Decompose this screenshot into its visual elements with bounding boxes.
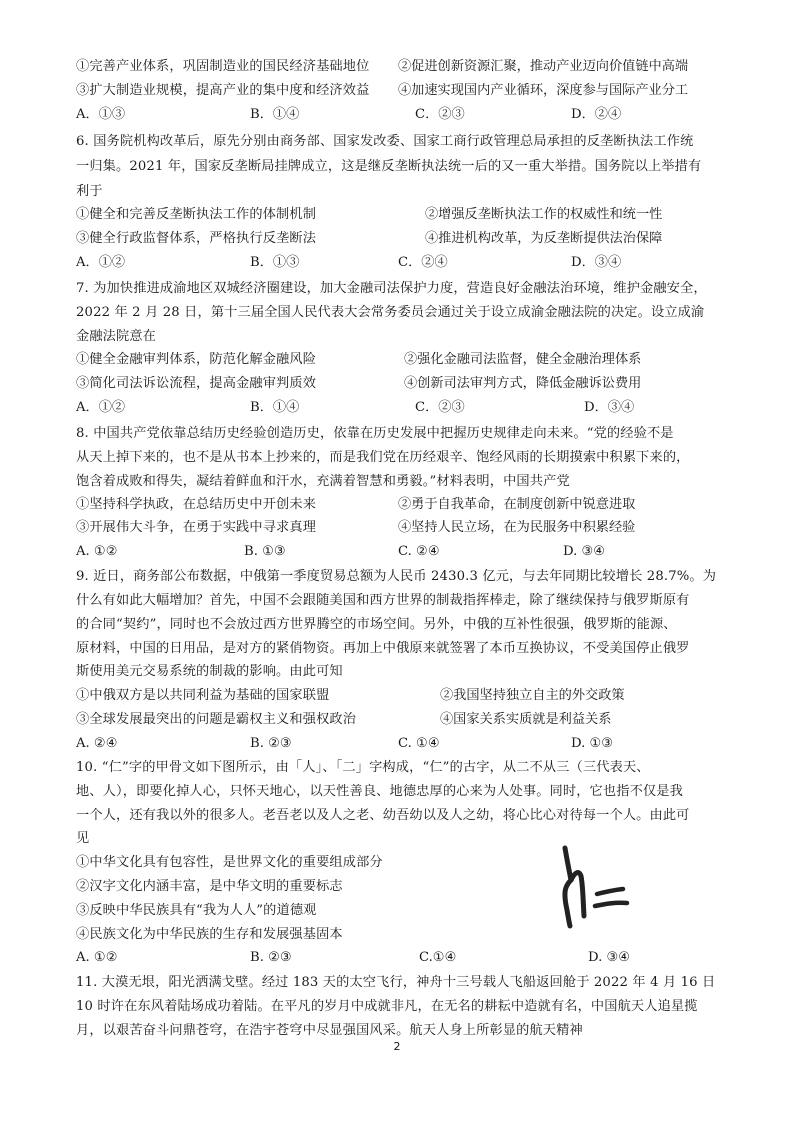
q5-option-b: B．①④ (250, 107, 300, 122)
q8-stem-line-3: 饱含着成败和得失，凝结着鲜血和汗水，充满着智慧和勇毅。”材料表明，中国共产党 (76, 474, 570, 489)
q8-stem-line-2: 从天上掉下来的，也不是从书本上抄来的，而是我们党在历经艰辛、饱经风雨的长期摸索中积累下来的， (76, 450, 690, 465)
q9-stem-line-4: 原材料，中国的日用品，是对方的紧俏物资。再加上中俄原来就签署了本币互换协议，不受美国停止俄罗 (76, 641, 690, 656)
q5-option-c: C．②③ (415, 107, 465, 122)
q11-stem-line-1: 11. 大漠无垠，阳光洒满戈壁。经过 183 天的太空飞行，神舟十三号载人飞船返回舱于 2022 年 4 月 16 日 (76, 975, 716, 990)
q10-stem-line-3: 一个人，还有我以外的很多人。老吾老以及人之老、幼吾幼以及人之幼，将心比心对待每一个人。由此可 (76, 808, 690, 823)
q10-option-d: D. ③④ (588, 950, 631, 965)
q9-stem-line-1: 9. 近日，商务部公布数据，中俄第一季度贸易总额为人民币 2430.3 亿元，与去年同期比较增长 28.7%。为 (76, 569, 717, 584)
q9-option-c: C. ①④ (398, 736, 440, 751)
q6-option-a: A．①② (76, 255, 126, 270)
q9-statement-4: ④国家关系实质就是利益关系 (440, 712, 612, 727)
q7-option-b: B．①④ (250, 400, 300, 415)
q7-stem-line-2: 2022 年 2 月 28 日，第十三届全国人民代表大会常务委员会通过关于设立成渝金融法院的决定。设立成渝 (76, 305, 705, 320)
q9-stem-line-5: 斯使用美元交易系统的制裁的影响。由此可知 (76, 664, 343, 679)
q6-stem-line-3: 利于 (76, 184, 103, 199)
q6-option-d: D．③④ (571, 255, 622, 270)
q6-option-b: B．①③ (250, 255, 300, 270)
q6-stem-line-1: 6. 国务院机构改革后，原先分别由商务部、国家发改委、国家工商行政管理总局承担的反垄断执法工作统 (76, 134, 694, 149)
q11-stem-line-3: 月，以艰苦奋斗问鼎苍穹，在浩宇苍穹中尽显强国风采。航天人身上所彰显的航天精神 (76, 1023, 583, 1038)
q6-statement-4: ④推进机构改革，为反垄断提供法治保障 (425, 231, 663, 246)
q5-statement-3: ③扩大制造业规模，提高产业的集中度和经济效益 (76, 83, 370, 98)
q10-statement-1: ①中华文化具有包容性，是世界文化的重要组成部分 (76, 855, 383, 870)
q8-option-a: A. ①② (76, 544, 118, 559)
q7-statement-3: ③简化司法诉讼流程，提高金融审判质效 (76, 376, 317, 391)
q9-statement-1: ①中俄双方是以共同利益为基础的国家联盟 (76, 688, 330, 703)
q6-statement-3: ③健全行政监督体系，严格执行反垄断法 (76, 231, 317, 246)
oracle-person-stroke (565, 848, 571, 926)
q9-option-a: A. ②④ (76, 736, 118, 751)
q9-option-d: D. ①③ (571, 736, 614, 751)
q10-option-a: A. ①② (76, 950, 118, 965)
q7-statement-4: ④创新司法审判方式，降低金融诉讼费用 (404, 376, 642, 391)
q6-statement-1: ①健全和完善反垄断执法工作的体制机制 (76, 207, 317, 222)
q10-stem-line-2: 地、人），即要化掉人心，只怀天地心，以天性善良、地德忠厚的心来为人处事。同时，它也指不仅是我 (76, 784, 683, 799)
q5-statement-1: ①完善产业体系，巩固制造业的国民经济基础地位 (76, 59, 370, 74)
q5-option-d: D．②④ (571, 107, 622, 122)
q8-option-c: C. ②④ (398, 544, 440, 559)
q7-option-d: D．③④ (584, 400, 635, 415)
q8-statement-1: ①坚持科学执政，在总结历史中开创未来 (76, 497, 317, 512)
q9-stem-line-3: 的合同“契约”，同时也不会放过西方世界腾空的市场空间。另外，中俄的互补性很强，俄罗斯的能源、 (76, 617, 677, 632)
q8-stem-line-1: 8. 中国共产党依靠总结历史经验创造历史，依靠在历史发展中把握历史规律走向未来。“党的经验不是 (76, 426, 674, 441)
q5-statement-4: ④加速实现国内产业循环，深度参与国际产业分工 (398, 83, 689, 98)
q9-option-b: B. ②③ (250, 736, 292, 751)
q7-statement-2: ②强化金融司法监督，健全金融治理体系 (404, 352, 642, 367)
q9-stem-line-2: 什么有如此大幅增加？首先，中国不会跟随美国和西方世界的制裁指挥棒走，除了继续保持与俄罗斯原有 (76, 593, 690, 608)
q9-statement-3: ③全球发展最突出的问题是霸权主义和强权政治 (76, 712, 357, 727)
q11-stem-line-2: 10 时许在东风着陆场成功着陆。在平凡的岁月中成就非凡，在无名的耕耘中造就有名，中国航天人追星揽 (76, 999, 698, 1014)
q10-statement-2: ②汉字文化内涵丰富，是中华文明的重要标志 (76, 879, 343, 894)
q6-option-c: C．②④ (398, 255, 448, 270)
q6-stem-line-2: 一归集。2021 年，国家反垄断局挂牌成立，这是继反垄断执法统一后的又一重大举措。国务院以上举措有 (76, 159, 702, 174)
q8-statement-3: ③开展伟大斗争，在勇于实践中寻求真理 (76, 520, 317, 535)
q10-option-b: B. ②③ (250, 950, 292, 965)
q10-statement-4: ④民族文化为中华民族的生存和发展强基固本 (76, 927, 343, 942)
q5-option-a: A．①③ (76, 107, 126, 122)
q9-statement-2: ②我国坚持独立自主的外交政策 (440, 688, 625, 703)
oracle-two-upper-stroke (597, 889, 623, 894)
q7-stem-line-1: 7. 为加快推进成渝地区双城经济圈建设，加大金融司法保护力度，营造良好金融法治环境，维护金融安全， (76, 281, 707, 296)
oracle-person-arm (571, 873, 584, 916)
page-number: 2 (393, 1040, 401, 1053)
q7-option-c: C．②③ (415, 400, 465, 415)
q8-statement-4: ④坚持人民立场，在为民服务中积累经验 (398, 520, 636, 535)
q10-statement-3: ③反映中华民族具有“我为人人”的道德观 (76, 903, 317, 918)
oracle-bone-ren-glyph-image (553, 840, 633, 930)
q10-stem-line-1: 10. “仁”字的甲骨文如下图所示，由「人」、「二」字构成，“仁”的古字，从二不从三（三代表天、 (76, 760, 650, 775)
q7-stem-line-3: 金融法院意在 (76, 329, 157, 344)
oracle-two-lower-stroke (595, 903, 627, 906)
q8-option-b: B. ①③ (244, 544, 286, 559)
q5-statement-2: ②促进创新资源汇聚，推动产业迈向价值链中高端 (398, 59, 689, 74)
q10-stem-line-4: 见 (76, 831, 90, 846)
q6-statement-2: ②增强反垄断执法工作的权威性和统一性 (425, 207, 663, 222)
q7-statement-1: ①健全金融审判体系，防范化解金融风险 (76, 352, 317, 367)
q10-option-c: C.①④ (419, 950, 457, 965)
q7-option-a: A．①② (76, 400, 126, 415)
q8-statement-2: ②勇于自我革命，在制度创新中锐意进取 (398, 497, 636, 512)
q8-option-d: D. ③④ (563, 544, 606, 559)
